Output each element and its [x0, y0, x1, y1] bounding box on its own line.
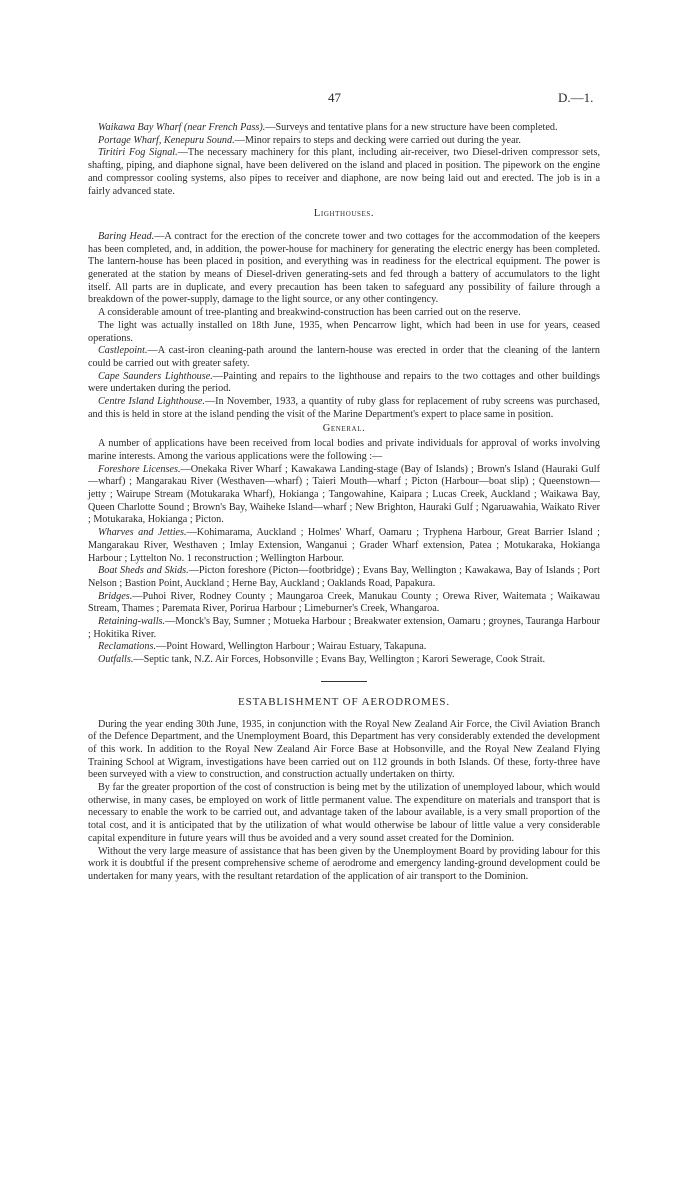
paragraph-text: A number of applications have been received from local bodies and private individuals for approval of works involving marine interests. Among the various applications were the following :— — [88, 438, 600, 462]
paragraph-text: —Onekaka River Wharf ; Kawakawa Landing-stage (Bay of Islands) ; Brown's Island (Hauraki Gulf—wharf) ; Mangarakau River (Westhaven—wharf) ; Taieri Mouth—wharf ; Picton (Harbour—boat slip) ; Queenstown—jetty ; Wairupe Stream (Motukaraka Wharf), Hokianga ; Tangowahine, Kaipara ; Lucas Creek, Auckland ; Waikawa Bay, Queen Charlotte Sound ; Brown's Bay, Waiheke Island—wharf ; New Brighton, Hauraki Gulf ; Ngaruawahia, Waikato River ; Motukaraka, Hokianga ; Picton. — [88, 463, 600, 526]
paragraph-light-installed — [88, 320, 600, 345]
paragraph-text: —In November, 1933, a quantity of ruby glass for replacement of ruby screens was purchased, and this is held in store at the island pending the visit of the Marine Department's expert to place same in position. — [88, 396, 600, 420]
paragraph-text: —Picton foreshore (Picton—footbridge) ; Evans Bay, Wellington ; Kawakawa, Bay of Islands ; Port Nelson ; Bastion Point, Auckland ; Herne Bay, Auckland ; Oaklands Road, Papakura. — [88, 565, 600, 589]
paragraph-outfalls — [88, 654, 600, 667]
paragraph-lead: Foreshore Licenses. — [98, 463, 181, 475]
paragraph-text: —The necessary machinery for this plant, including air-receiver, two Diesel-driven compressor sets, shafting, piping, and diaphone signal, have been delivered on the island and placed in position. The pipework on the engine and compressor cooling systems, also pipes to receiver and diaphone, are now being laid out and erected. The job is in a fairly advanced state. — [88, 147, 600, 197]
section-heading-general: General. — [322, 423, 366, 435]
paragraph-text: —Painting and repairs to the lighthouse and repairs to the two cottages and other buildings were undertaken during the period. — [88, 370, 600, 395]
paragraph-text: —Septic tank, N.Z. Air Forces, Hobsonville ; Evans Bay, Wellington ; Karori Sewerage, Cook Strait. — [133, 654, 546, 666]
paragraph-cape-saunders — [88, 371, 600, 396]
page-body — [88, 122, 600, 884]
paragraph-lead: Castlepoint. — [98, 345, 148, 357]
paragraph-centre-island — [88, 396, 600, 421]
paragraph-retaining-walls — [88, 616, 600, 641]
paragraph-lead: Portage Wharf, Kenepuru Sound. — [98, 134, 235, 146]
paragraph-text: A considerable amount of tree-planting and breakwind-construction has been carried out on the reserve. — [98, 307, 521, 319]
paragraph-lead: Retaining-walls. — [98, 616, 166, 628]
paragraph-text: —Surveys and tentative plans for a new structure have been completed. — [265, 122, 558, 133]
paragraph-text: —Puhoi River, Rodney County ; Maungaroa Creek, Manukau County ; Orewa River, Waitemata ; Waikawau Stream, Thames ; Paremata River, Porirua Harbour ; Limeburner's Creek, Whangaroa. — [88, 590, 600, 615]
paragraph-castlepoint — [88, 345, 600, 370]
paragraph-lead: Boat Sheds and Skids. — [98, 565, 189, 577]
section-heading-lighthouses: Lighthouses. — [313, 208, 375, 220]
paragraph-lead: Centre Island Lighthouse. — [98, 396, 205, 408]
paragraph-lead: Waikawa Bay Wharf (near French Pass). — [98, 122, 266, 133]
paragraph-lead: Baring Head. — [98, 230, 155, 242]
paragraph-text: —A contract for the erection of the concrete tower and two cottages for the accommodation of the keepers has been completed, and, in addition, the power-house for machinery for generating the electric energy has been completed. The lantern-house has been placed in position, and everything was in readiness for the electrical equipment. The power is generated at the station by means of Diesel-driven generating-sets and fed through a battery of accumulators to the light itself. All parts are in duplicate, and every precaution has been taken to safeguard any possibility of failure through a breakdown of the power-supply, damage to the light source, or any other contingency. — [88, 230, 601, 306]
paragraph-lead: Bridges. — [98, 590, 133, 602]
document-reference: D.—1. — [558, 90, 594, 105]
paragraph-aerodromes-2: By far the greater proportion of the cost of construction is being met by the utilization of unemployed labour, which would otherwise, in many cases, be employed on work of little permanent value. The expenditure on materials and transport that is necessary to enable the work to be carried out, and advantage taken of the labour available, is a very small proportion of the total cost, and it is anticipated that by the utilization of what would otherwise be labour of little value a very considerable capital expenditure in future years will thus be avoided and a very sound asset created for the Dominion. — [88, 782, 600, 844]
paragraph-lead: Cape Saunders Lighthouse. — [98, 370, 213, 382]
page-header — [0, 90, 700, 110]
paragraph-lead: Outfalls. — [98, 654, 134, 666]
paragraph-boat-sheds — [88, 565, 600, 590]
paragraph-lead: Reclamations. — [98, 641, 157, 653]
page-number: 47 — [328, 90, 341, 105]
section-divider — [321, 681, 367, 682]
paragraph-text: —Point Howard, Wellington Harbour ; Wairau Estuary, Takapuna. — [156, 641, 427, 653]
paragraph-bridges — [88, 591, 600, 616]
paragraph-tiritiri — [88, 147, 600, 198]
paragraph-lead: Wharves and Jetties. — [98, 527, 187, 539]
paragraph-wharves-jetties — [88, 527, 600, 565]
paragraph-reclamations — [88, 641, 600, 654]
paragraph-tree-planting — [88, 307, 600, 320]
paragraph-aerodromes-1: During the year ending 30th June, 1935, in conjunction with the Royal New Zealand Air Force, the Civil Aviation Branch of the Defence Department, and the Unemployment Board, this Department has very considerably extended the development of this work. In addition to the Royal New Zealand Air Force Base at Hobsonville, and the Royal New Zealand Flying Training School at Wigram, investigations have been carried out on 112 grounds in both Islands. Of these, forty-three have been surveyed with a view to construction, and construction actually undertaken on thirty. — [88, 718, 600, 781]
paragraph-lead: Tiritiri Fog Signal. — [98, 147, 178, 159]
paragraph-baring-head — [88, 231, 600, 307]
paragraph-waikawa — [88, 122, 600, 135]
paragraph-text: The light was actually installed on 18th June, 1935, when Pencarrow light, which had been in use for years, ceased operations. — [88, 319, 600, 344]
paragraph-applications — [88, 438, 600, 463]
paragraph-text: —Kohimarama, Auckland ; Holmes' Wharf, Oamaru ; Tryphena Harbour, Great Barrier Island ; Mangarakau River, Westhaven ; Imlay Extension, Wanganui ; Grader Wharf extension, Patea ; Motukaraka, Hokianga Harbour ; Lyttelton No. 1 reconstruction ; Wellington Harbour. — [88, 527, 601, 564]
paragraph-portage — [88, 135, 600, 148]
section-heading-aerodromes: ESTABLISHMENT OF AERODROMES. — [237, 695, 451, 708]
paragraph-text: —Minor repairs to steps and decking were carried out during the year. — [234, 134, 521, 146]
paragraph-aerodromes-3: Without the very large measure of assistance that has been given by the Unemployment Board by providing labour for this work it is doubtful if the present comprehensive scheme of aerodrome and emergency landing-ground development could be undertaken for many years, with the resultant retardation of the application of air transport to the Dominion. — [88, 845, 600, 882]
paragraph-text: —Monck's Bay, Sumner ; Motueka Harbour ; Breakwater extension, Oamaru ; groynes, Tauranga Harbour ; Hokitika River. — [88, 616, 600, 640]
paragraph-text: —A cast-iron cleaning-path around the lantern-house was erected in order that the cleaning of the lantern could be carried out with greater safety. — [88, 345, 600, 369]
paragraph-foreshore-licenses — [88, 464, 600, 528]
